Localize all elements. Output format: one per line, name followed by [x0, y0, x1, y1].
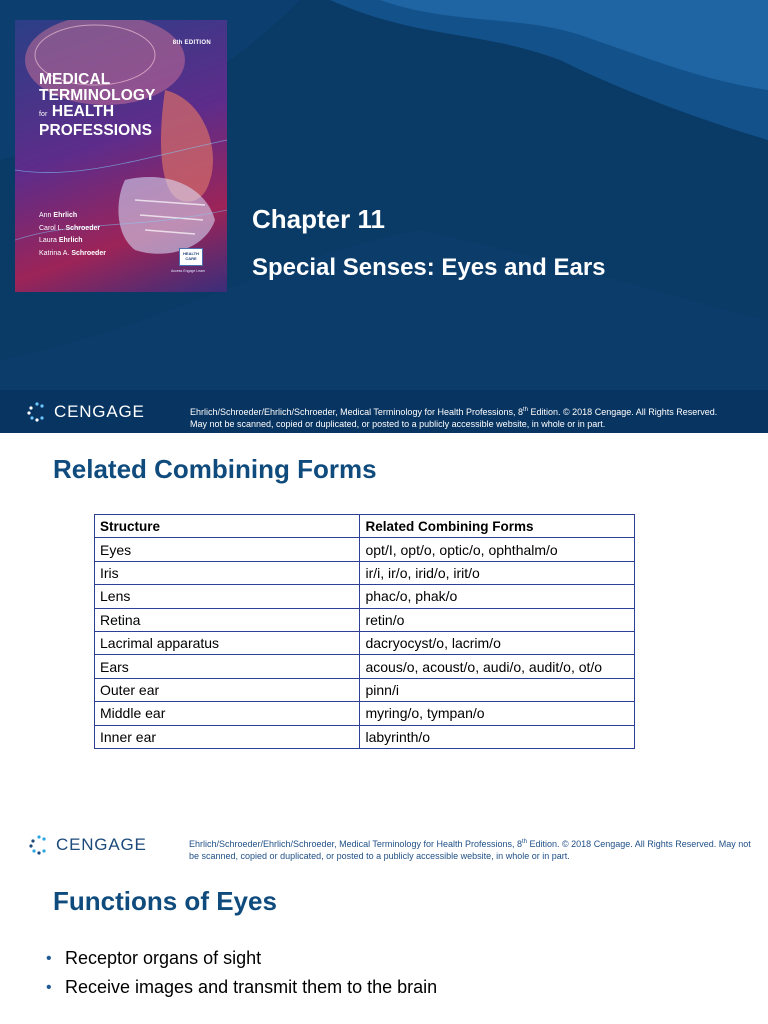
chapter-number: Chapter 11 [252, 204, 385, 234]
author-first: Ann [39, 212, 52, 219]
table-row [95, 725, 635, 748]
chapter-title: Special Senses: Eyes and Ears [252, 254, 606, 281]
cengage-brand-text: CENGAGE [56, 835, 147, 854]
forms-cell: dacryocyst/o, lacrim/o [360, 631, 635, 654]
publisher-logo: HEALTH CARE [179, 248, 203, 266]
forms-cell: pinn/i [360, 678, 635, 701]
copyright-notice [190, 404, 730, 430]
forms-cell: phac/o, phak/o [360, 585, 635, 608]
structure-cell: Outer ear [95, 678, 360, 701]
slide-heading: Related Combining Forms [53, 454, 377, 484]
forms-cell: labyrinth/o [360, 725, 635, 748]
forms-cell: acous/o, acoust/o, audi/o, audit/o, ot/o [360, 655, 635, 678]
bullet-text: Receptor organs of sight [65, 948, 262, 968]
bullet-text: Receive images and transmit them to the brain [65, 977, 438, 997]
author-last: Schroeder [71, 249, 106, 257]
cengage-logo [26, 401, 145, 423]
structure-cell: Inner ear [95, 725, 360, 748]
cover-title-line: TERMINOLOGY [39, 87, 156, 104]
cengage-logo-icon [26, 401, 48, 423]
bullet-dot-icon: • [46, 950, 52, 967]
structure-cell: Middle ear [95, 702, 360, 725]
forms-cell: ir/i, ir/o, irid/o, irit/o [360, 561, 635, 584]
title-slide [0, 0, 768, 433]
forms-cell: retin/o [360, 608, 635, 631]
author-first: Carol L. [39, 224, 64, 232]
copyright-text: Ehrlich/Schroeder/Ehrlich/Schroeder, Medical Terminology for Health Professions, 8 [189, 839, 522, 849]
cover-title-line: MEDICAL [39, 71, 111, 88]
author-first: Laura [39, 237, 57, 244]
slide-heading: Functions of Eyes [53, 886, 277, 916]
structure-cell: Lens [95, 585, 360, 608]
cover-title-line: HEALTH [51, 103, 115, 120]
copyright-sup: th [522, 839, 528, 845]
table-header-row [95, 515, 635, 538]
forms-cell: opt/I, opt/o, optic/o, ophthalm/o [360, 538, 635, 561]
structure-cell: Lacrimal apparatus [95, 631, 360, 654]
cover-edition: 8th EDITION [172, 40, 211, 46]
combining-forms-table [94, 514, 635, 749]
cover-title-line: PROFESSIONS [39, 122, 153, 139]
forms-cell: myring/o, tympan/o [360, 702, 635, 725]
table-row [95, 608, 635, 631]
bullet-dot-icon: • [46, 979, 52, 996]
table-row [95, 585, 635, 608]
list-item [46, 973, 437, 1002]
author-last: Ehrlich [58, 237, 83, 244]
cover-authors [39, 210, 106, 260]
table-row [95, 678, 635, 701]
copyright-sup: th [523, 407, 529, 413]
cengage-brand-text: CENGAGE [54, 402, 145, 421]
copyright-notice [189, 836, 759, 862]
structure-cell: Eyes [95, 538, 360, 561]
copyright-text: Edition. © 2018 Cengage. All Rights Reserved. May not be scanned, copied or duplicated, or posted to a publicly accessible website, in whole or in part. [190, 407, 718, 429]
cengage-logo-icon [28, 834, 50, 856]
column-header: Related Combining Forms [360, 515, 635, 538]
list-item [46, 944, 437, 973]
structure-cell: Retina [95, 608, 360, 631]
author-last: Ehrlich [53, 212, 78, 219]
table-row [95, 655, 635, 678]
book-cover-image [15, 20, 227, 292]
structure-cell: Iris [95, 561, 360, 584]
table-row [95, 561, 635, 584]
table-row [95, 538, 635, 561]
copyright-text: Ehrlich/Schroeder/Ehrlich/Schroeder, Medical Terminology for Health Professions, 8 [190, 407, 523, 417]
structure-cell: Ears [95, 655, 360, 678]
author-last: Schroeder [65, 224, 101, 232]
table-row [95, 631, 635, 654]
table-row [95, 702, 635, 725]
bullet-list [46, 944, 437, 1002]
cover-title-small: for [39, 111, 48, 118]
copyright-text: Edition. © 2018 Cengage. All Rights Reserved. May not be scanned, copied or duplicated, or posted to a publicly accessible website, in whole or in part. [189, 839, 751, 861]
cengage-logo [28, 834, 147, 856]
publisher-logo-caption: Access Engage Learn [171, 269, 206, 273]
cover-title [39, 72, 209, 139]
column-header: Structure [95, 515, 360, 538]
author-first: Katrina A. [39, 249, 70, 257]
